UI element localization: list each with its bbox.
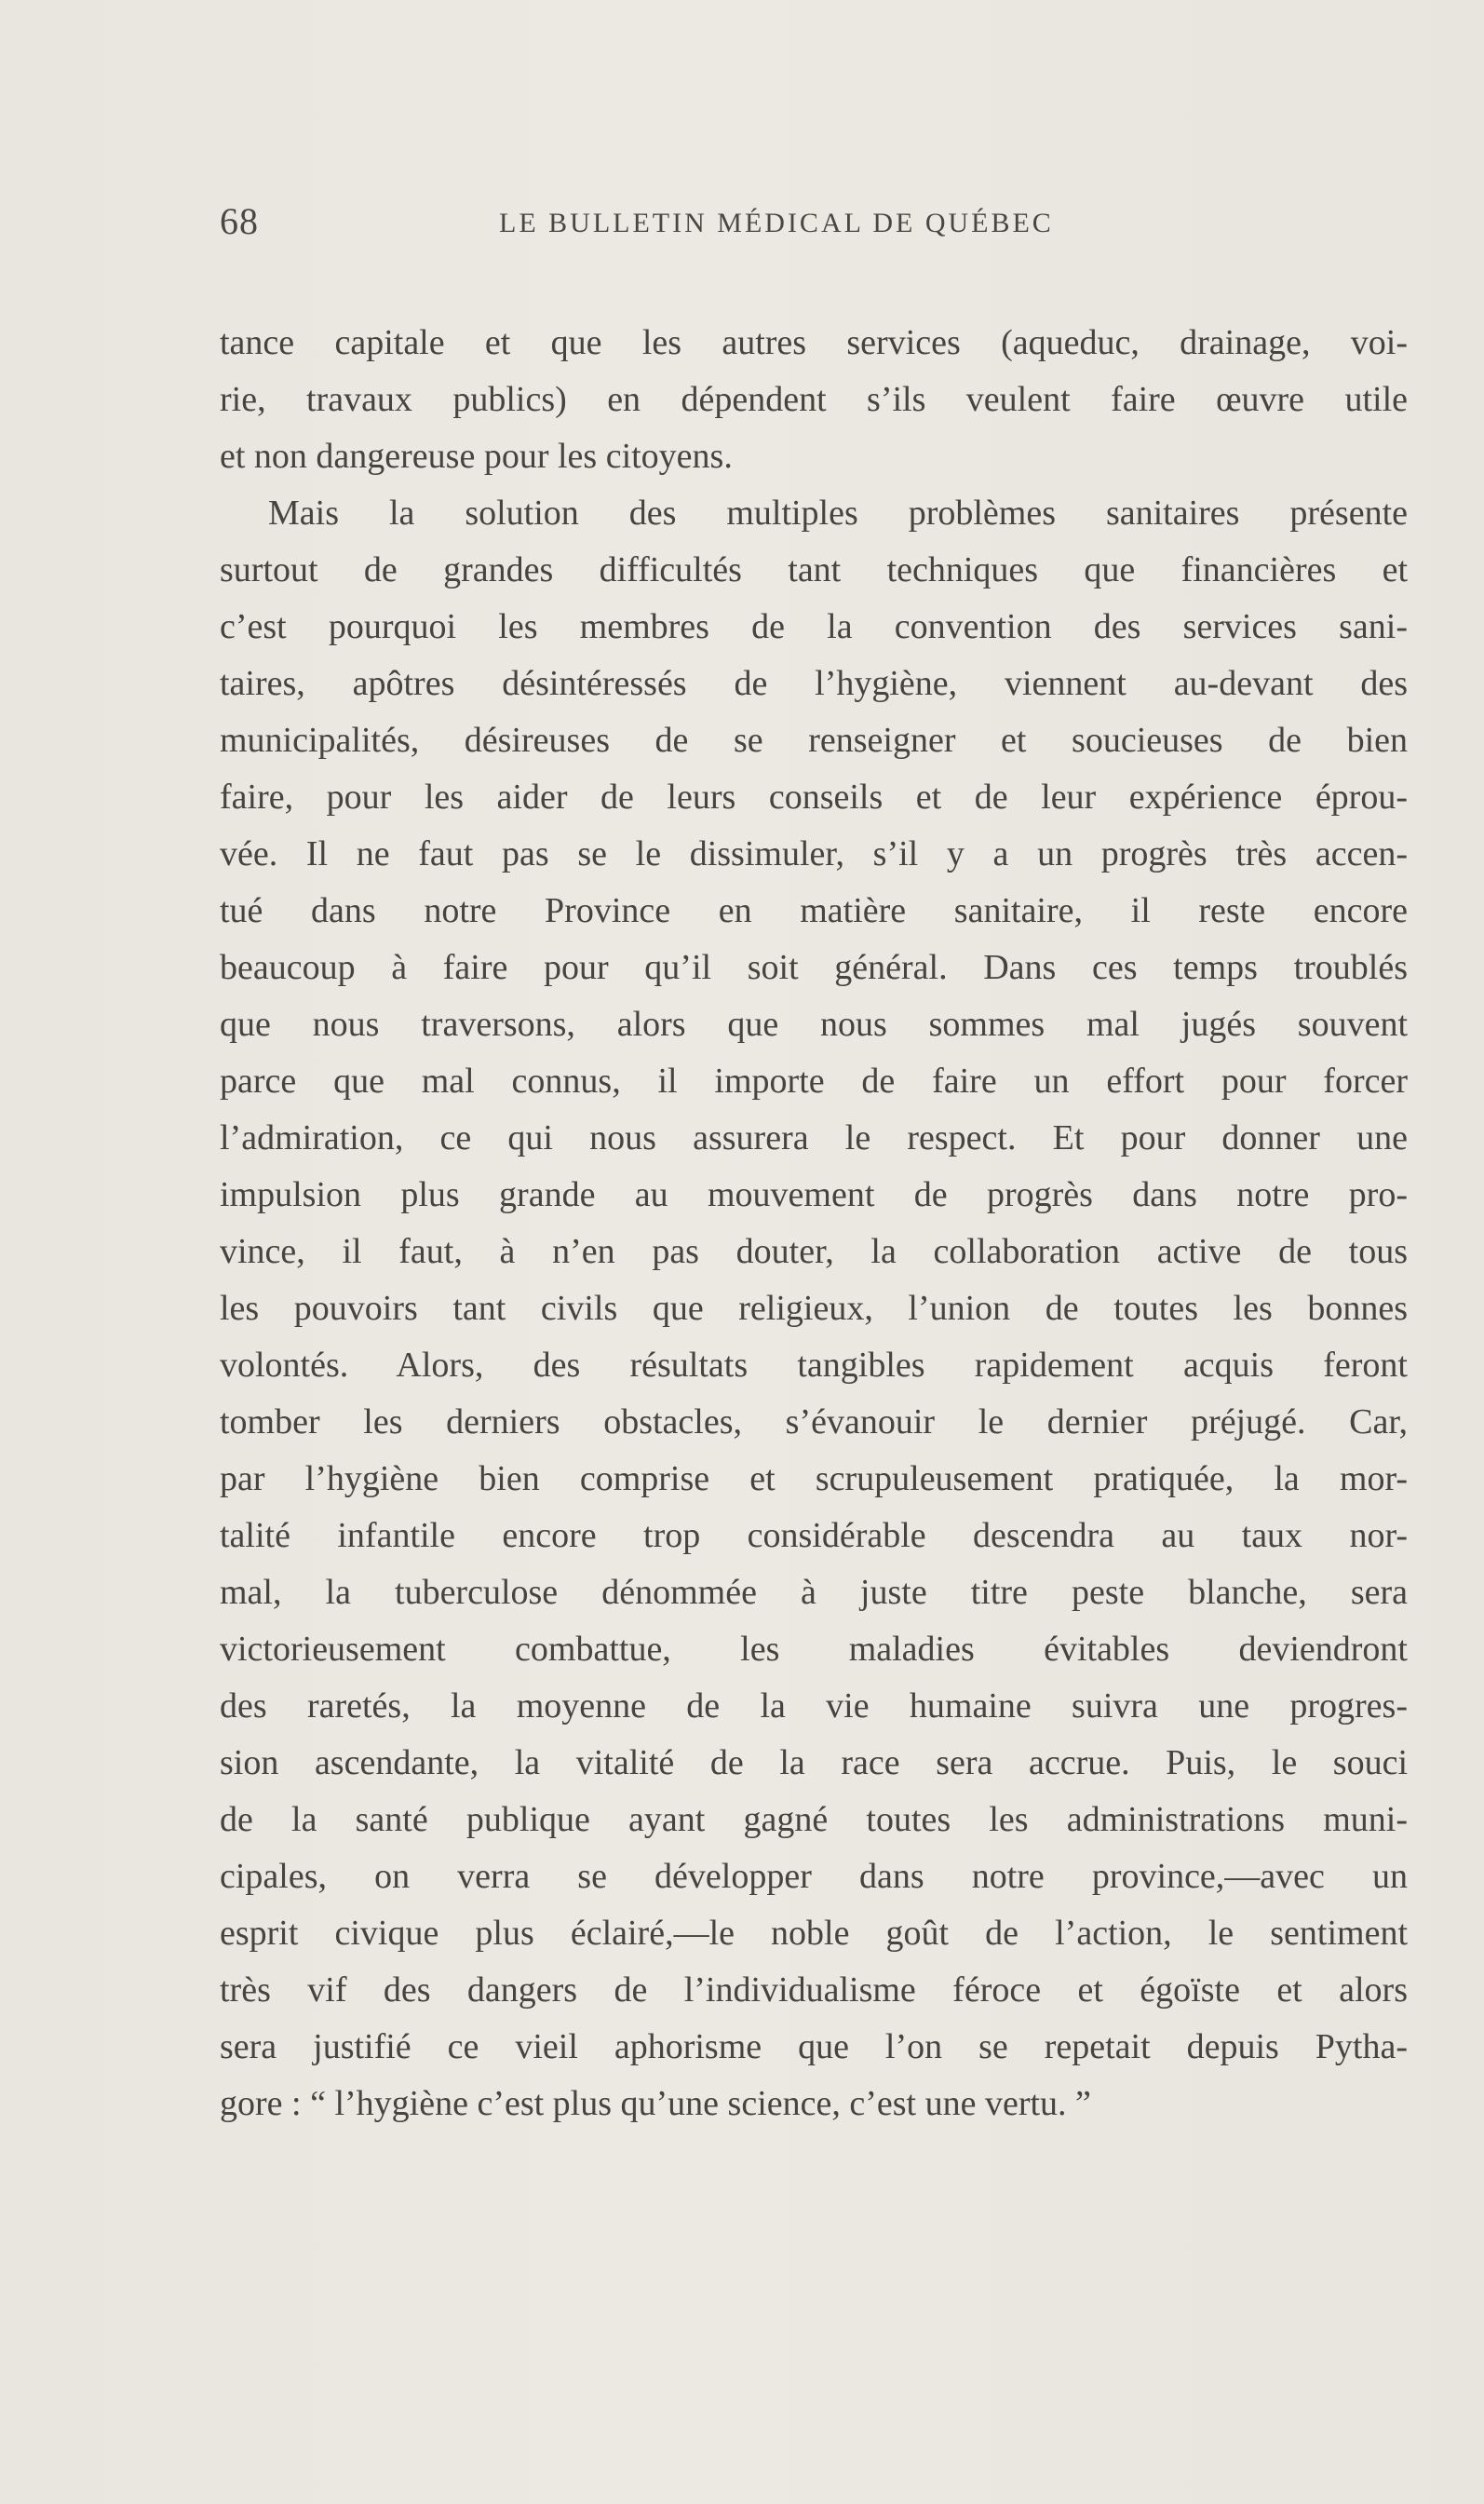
text-line: mal, la tuberculose dénommée à juste titre peste blanche, sera bbox=[220, 1573, 1408, 1612]
body-text bbox=[220, 315, 1408, 2132]
text-line: sera justifié ce vieil aphorisme que l’on se repetait depuis Pytha- bbox=[220, 2027, 1408, 2066]
text-line: victorieusement combattue, les maladies évitables deviendront bbox=[220, 1630, 1408, 1669]
running-title: LE BULLETIN MÉDICAL DE QUÉBEC bbox=[499, 208, 1054, 238]
text-line: tomber les derniers obstacles, s’évanouir le dernier préjugé. Car, bbox=[220, 1402, 1408, 1441]
text-line: volontés. Alors, des résultats tangibles rapidement acquis feront bbox=[220, 1346, 1408, 1385]
text-line: cipales, on verra se développer dans notre province,—avec un bbox=[220, 1857, 1408, 1896]
text-line: l’admiration, ce qui nous assurera le respect. Et pour donner une bbox=[220, 1118, 1408, 1157]
text-line: c’est pourquoi les membres de la convention des services sani- bbox=[220, 607, 1408, 646]
text-line: taires, apôtres désintéressés de l’hygiène, viennent au-devant des bbox=[220, 664, 1408, 703]
paragraph bbox=[220, 485, 1408, 2132]
text-line: rie, travaux publics) en dépendent s’ils veulent faire œuvre utile bbox=[220, 380, 1408, 419]
text-line: tué dans notre Province en matière sanitaire, il reste encore bbox=[220, 891, 1408, 930]
text-line: vée. Il ne faut pas se le dissimuler, s’il y a un progrès très accen- bbox=[220, 834, 1408, 873]
text-line: talité infantile encore trop considérable descendra au taux nor- bbox=[220, 1516, 1408, 1555]
text-line: de la santé publique ayant gagné toutes les administrations muni- bbox=[220, 1800, 1408, 1839]
page-number: 68 bbox=[220, 200, 259, 242]
text-line: Mais la solution des multiples problèmes sanitaires présente bbox=[268, 494, 1408, 533]
text-line: surtout de grandes difficultés tant techniques que financières et bbox=[220, 550, 1408, 589]
text-line: beaucoup à faire pour qu’il soit général. Dans ces temps troublés bbox=[220, 948, 1408, 987]
text-line: gore : “ l’hygiène c’est plus qu’une science, c’est une vertu. ” bbox=[220, 2084, 1091, 2123]
text-line: et non dangereuse pour les citoyens. bbox=[220, 437, 733, 476]
text-line: les pouvoirs tant civils que religieux, l’union de toutes les bonnes bbox=[220, 1289, 1408, 1328]
text-line: très vif des dangers de l’individualisme féroce et égoïste et alors bbox=[220, 1970, 1408, 2010]
page-header bbox=[220, 200, 1203, 250]
text-line: tance capitale et que les autres services (aqueduc, drainage, voi- bbox=[220, 323, 1408, 362]
text-line: des raretés, la moyenne de la vie humaine suivra une progres- bbox=[220, 1686, 1408, 1726]
text-line: esprit civique plus éclairé,—le noble goût de l’action, le sentiment bbox=[220, 1914, 1408, 1953]
text-line: faire, pour les aider de leurs conseils et de leur expérience éprou- bbox=[220, 778, 1408, 817]
text-line: vince, il faut, à n’en pas douter, la collaboration active de tous bbox=[220, 1232, 1408, 1271]
text-line: municipalités, désireuses de se renseigner et soucieuses de bien bbox=[220, 721, 1408, 760]
text-line: par l’hygiène bien comprise et scrupuleusement pratiquée, la mor- bbox=[220, 1459, 1408, 1498]
text-line: parce que mal connus, il importe de faire un effort pour forcer bbox=[220, 1062, 1408, 1101]
text-line: que nous traversons, alors que nous sommes mal jugés souvent bbox=[220, 1005, 1408, 1044]
paragraph bbox=[220, 315, 1408, 485]
text-line: sion ascendante, la vitalité de la race sera accrue. Puis, le souci bbox=[220, 1743, 1408, 1782]
text-line: impulsion plus grande au mouvement de progrès dans notre pro- bbox=[220, 1175, 1408, 1214]
